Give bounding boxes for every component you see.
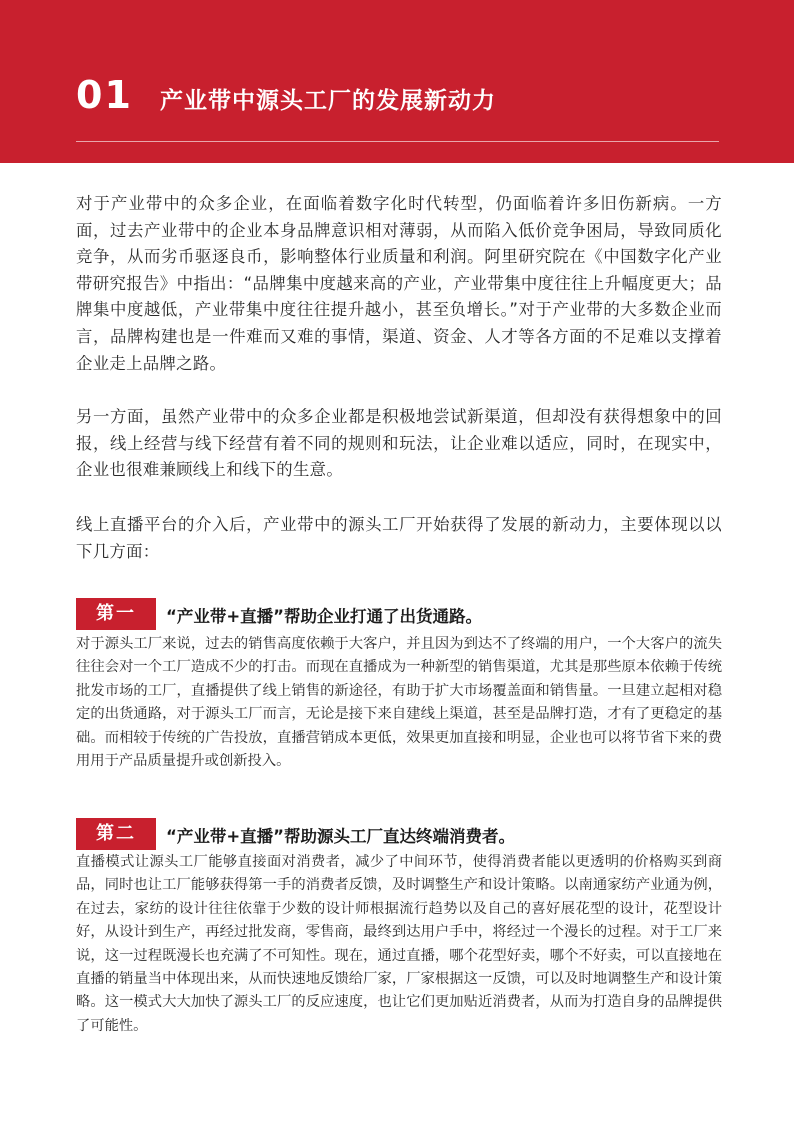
header-banner — [0, 0, 794, 163]
section-1-body: 对于源头工厂来说，过去的销售高度依赖于大客户，并且因为到达不了终端的用户，一个大客户的流失往往会对一个工厂造成不少的打击。而现在直播成为一种新型的销售渠道，尤其是那些原本依赖于传统批发市场的工厂，直播提供了线上销售的新途径，有助于扩大市场覆盖面和销售量。一旦建立起相对稳定的出货通路，对于源头工厂而言，无论是接下来自建线上渠道，甚至是品牌打造，才有了更稳定的基础。而相较于传统的广告投放，直播营销成本更低，效果更加直接和明显，企业也可以将节省下来的费用用于产品质量提升或创新投入。 — [76, 636, 722, 770]
chapter-number: 01 — [76, 73, 133, 117]
header-divider — [76, 141, 719, 142]
section-1-title: “产业带+直播”帮助企业打通了出货通路。 — [166, 607, 483, 626]
third-paragraph: 线上直播平台的介入后，产业带中的源头工厂开始获得了发展的新动力，主要体现以以下几方面： — [76, 515, 722, 561]
second-paragraph: 另一方面，虽然产业带中的众多企业都是积极地尝试新渠道，但却没有获得想象中的回报，线上经营与线下经营有着不同的规则和玩法，让企业难以适应，同时，在现实中，企业也很难兼顾线上和线下的生意。 — [76, 407, 722, 480]
section-1-badge: 第一 — [76, 598, 156, 630]
section-2-title: “产业带+直播”帮助源头工厂直达终端消费者。 — [166, 827, 516, 846]
intro-paragraph: 对于产业带中的众多企业，在面临着数字化时代转型，仍面临着许多旧伤新病。一方面，过去产业带中的企业本身品牌意识相对薄弱，从而陷入低价竞争困局，导致同质化竞争，从而劣币驱逐良币，影响整体行业质量和利润。阿里研究院在《中国数字化产业带研究报告》中指出：“品牌集中度越来高的产业，产业带集中度往往上升幅度更大；品牌集中度越低，产业带集中度往往提升越小，甚至负增长。”对于产业带的大多数企业而言，品牌构建也是一件难而又难的事情，渠道、资金、人才等各方面的不足难以支撑着企业走上品牌之路。 — [76, 194, 722, 373]
section-2-badge: 第二 — [76, 818, 156, 850]
chapter-title: 产业带中源头工厂的发展新动力 — [160, 88, 496, 114]
section-2-body: 直播模式让源头工厂能够直接面对消费者，减少了中间环节，使得消费者能以更透明的价格购买到商品，同时也让工厂能够获得第一手的消费者反馈，及时调整生产和设计策略。以南通家纺产业通为例，在过去，家纺的设计往往依靠于少数的设计师根据流行趋势以及自己的喜好展花型的设计，花型设计好，从设计到生产，再经过批发商，零售商，最终到达用户手中，将经过一个漫长的过程。对于工厂来说，这一过程既漫长也充满了不可知性。现在，通过直播，哪个花型好卖，哪个不好卖，可以直接地在直播的销量当中体现出来，从而快速地反馈给厂家，厂家根据这一反馈，可以及时地调整生产和设计策略。这一模式大大加快了源头工厂的反应速度，也让它们更加贴近消费者，从而为打造自身的品牌提供了可能性。 — [76, 854, 722, 1034]
